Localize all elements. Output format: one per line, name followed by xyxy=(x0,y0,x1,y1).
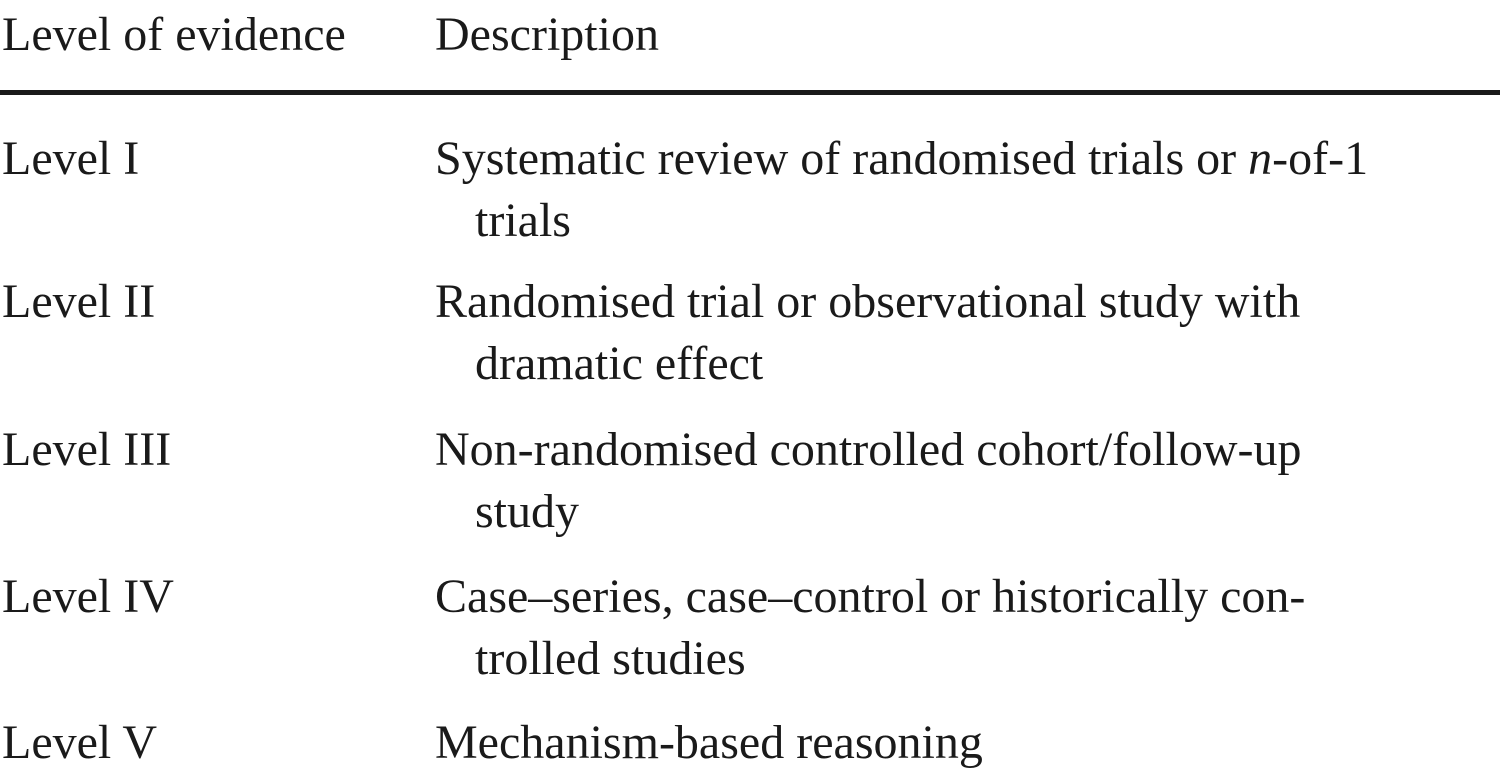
header-level-of-evidence: Level of evidence xyxy=(2,8,346,61)
level-cell: Level IV xyxy=(2,570,174,623)
description-cell xyxy=(435,712,1500,774)
description-line: Mechanism-based reasoning xyxy=(435,716,983,769)
description-cell xyxy=(435,566,1500,690)
description-cell xyxy=(435,419,1500,543)
description-line: Non-randomised controlled cohort/follow-up xyxy=(435,423,1302,476)
description-continuation: trials xyxy=(475,194,571,247)
header-description: Description xyxy=(435,8,659,61)
level-cell: Level V xyxy=(2,716,158,769)
description-cell xyxy=(435,128,1500,252)
description-continuation: study xyxy=(475,485,580,538)
description-line: Randomised trial or observational study with xyxy=(435,275,1301,328)
header-rule xyxy=(0,90,1500,95)
description-cell xyxy=(435,271,1500,395)
level-cell: Level I xyxy=(2,132,140,185)
level-cell: Level III xyxy=(2,423,172,476)
description-line: Systematic review of randomised trials or n-of-1 xyxy=(435,132,1369,185)
description-continuation: trolled studies xyxy=(475,632,746,685)
description-continuation: dramatic effect xyxy=(475,337,764,390)
description-line: Case–series, case–control or historically con- xyxy=(435,570,1306,623)
level-cell: Level II xyxy=(2,275,156,328)
table-header xyxy=(0,0,1500,70)
